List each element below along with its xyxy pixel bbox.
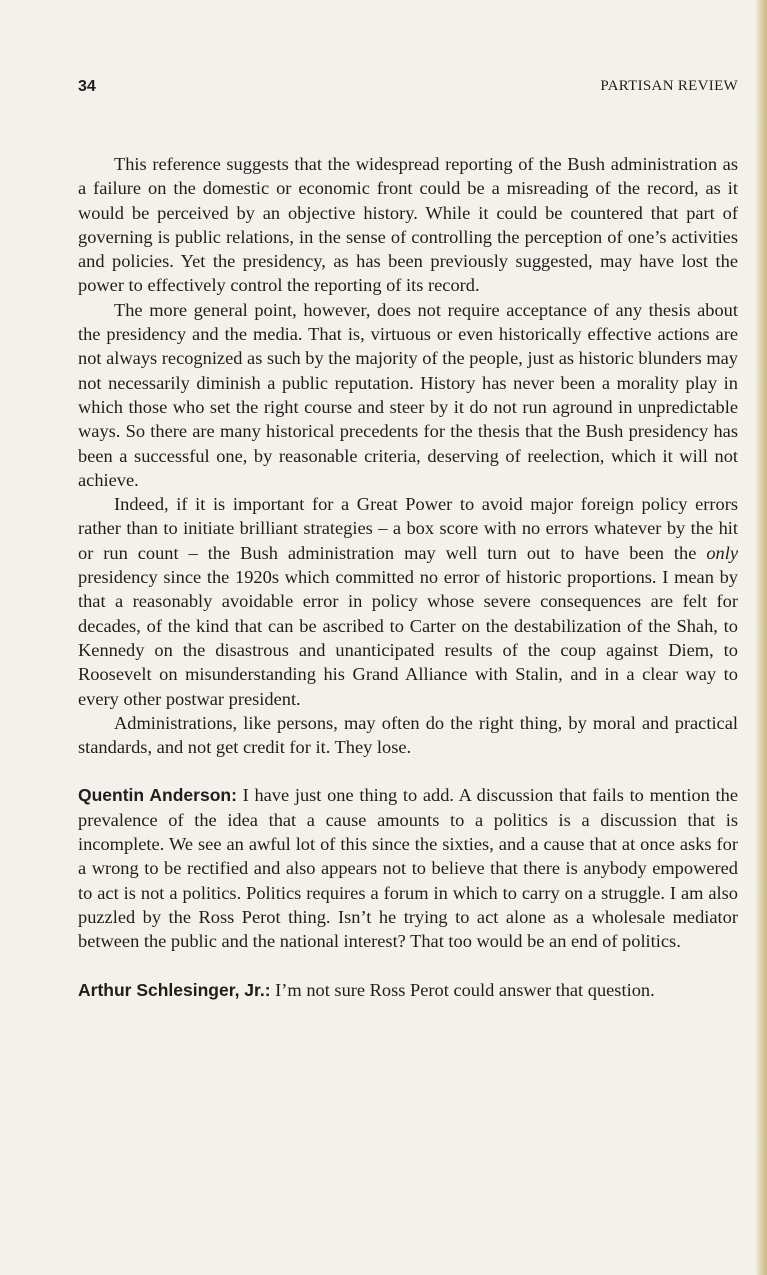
body-text bbox=[78, 152, 738, 1002]
paragraph bbox=[78, 492, 738, 711]
paragraph-text: Indeed, if it is important for a Great Power to avoid major foreign policy errors rather than to initiate brilliant strategies – a box score with no errors whatever by the hit or run count – the Bush administration may well turn out to have been the bbox=[78, 494, 738, 563]
paragraph-text: presidency since the 1920s which committed no error of historic proportions. I mean by that a reasonably avoidable error in policy whose severe consequences are felt for decades, of the kind that can be ascribed to Carter on the destabilization of the Shah, to Kennedy on the disastrous and unanticipated results of the coup against Diem, to Roosevelt on misunderstanding his Grand Alliance with Stalin, and in a clear way to every other postwar president. bbox=[78, 567, 738, 709]
running-head bbox=[78, 78, 738, 100]
emphasis-text: only bbox=[706, 542, 738, 563]
paragraph: The more general point, however, does not require acceptance of any thesis about the presidency and the media. That is, virtuous or even historically effective actions are not always recognized as such by the majority of the people, just as historic blunders may not necessarily diminish a public reputation. History has never been a morality play in which those who set the right course and steer by it do not run aground in unpredictable ways. So there are many historical precedents for the thesis that the Bush presidency has been a successful one, by reasonable criteria, deserving of reelection, which it will not achieve. bbox=[78, 299, 738, 490]
speech-paragraph bbox=[78, 783, 738, 953]
paragraph: This reference suggests that the widespread reporting of the Bush administration as a failure on the domestic or economic front could be a misreading of the record, as it would be perceived by an objective history. While it could be countered that part of governing is public relations, in the sense of controlling the perception of one’s activities and policies. Yet the presidency, as has been previously suggested, may have lost the power to effectively control the reporting of its record. bbox=[78, 154, 738, 296]
speech-text: I have just one thing to add. A discussion that fails to mention the prevalence of the idea that a cause amounts to a politics is a discussion that is incomplete. We see an awful lot of this since the sixties, and a cause that at once asks for a wrong to be rectified and also appears not to believe that there is anybody empowered to act is not a politics. Politics requires a forum in which to carry on a struggle. I am also puzzled by the Ross Perot thing. Isn’t he trying to act alone as a wholesale mediator between the public and the national interest? That too would be an end of politics. bbox=[78, 785, 738, 952]
page-binding-edge bbox=[755, 0, 767, 1275]
paragraph: Administrations, like persons, may often do the right thing, by moral and practical standards, and not get credit for it. They lose. bbox=[78, 712, 738, 758]
page-number: 34 bbox=[78, 78, 96, 95]
speaker-name: Quentin Anderson: bbox=[78, 785, 237, 806]
speaker-name: Arthur Schlesinger, Jr.: bbox=[78, 979, 271, 1000]
speech-text: I’m not sure Ross Perot could answer that question. bbox=[275, 979, 655, 1000]
journal-title: PARTISAN REVIEW bbox=[600, 78, 738, 94]
speech-paragraph bbox=[78, 978, 738, 1002]
